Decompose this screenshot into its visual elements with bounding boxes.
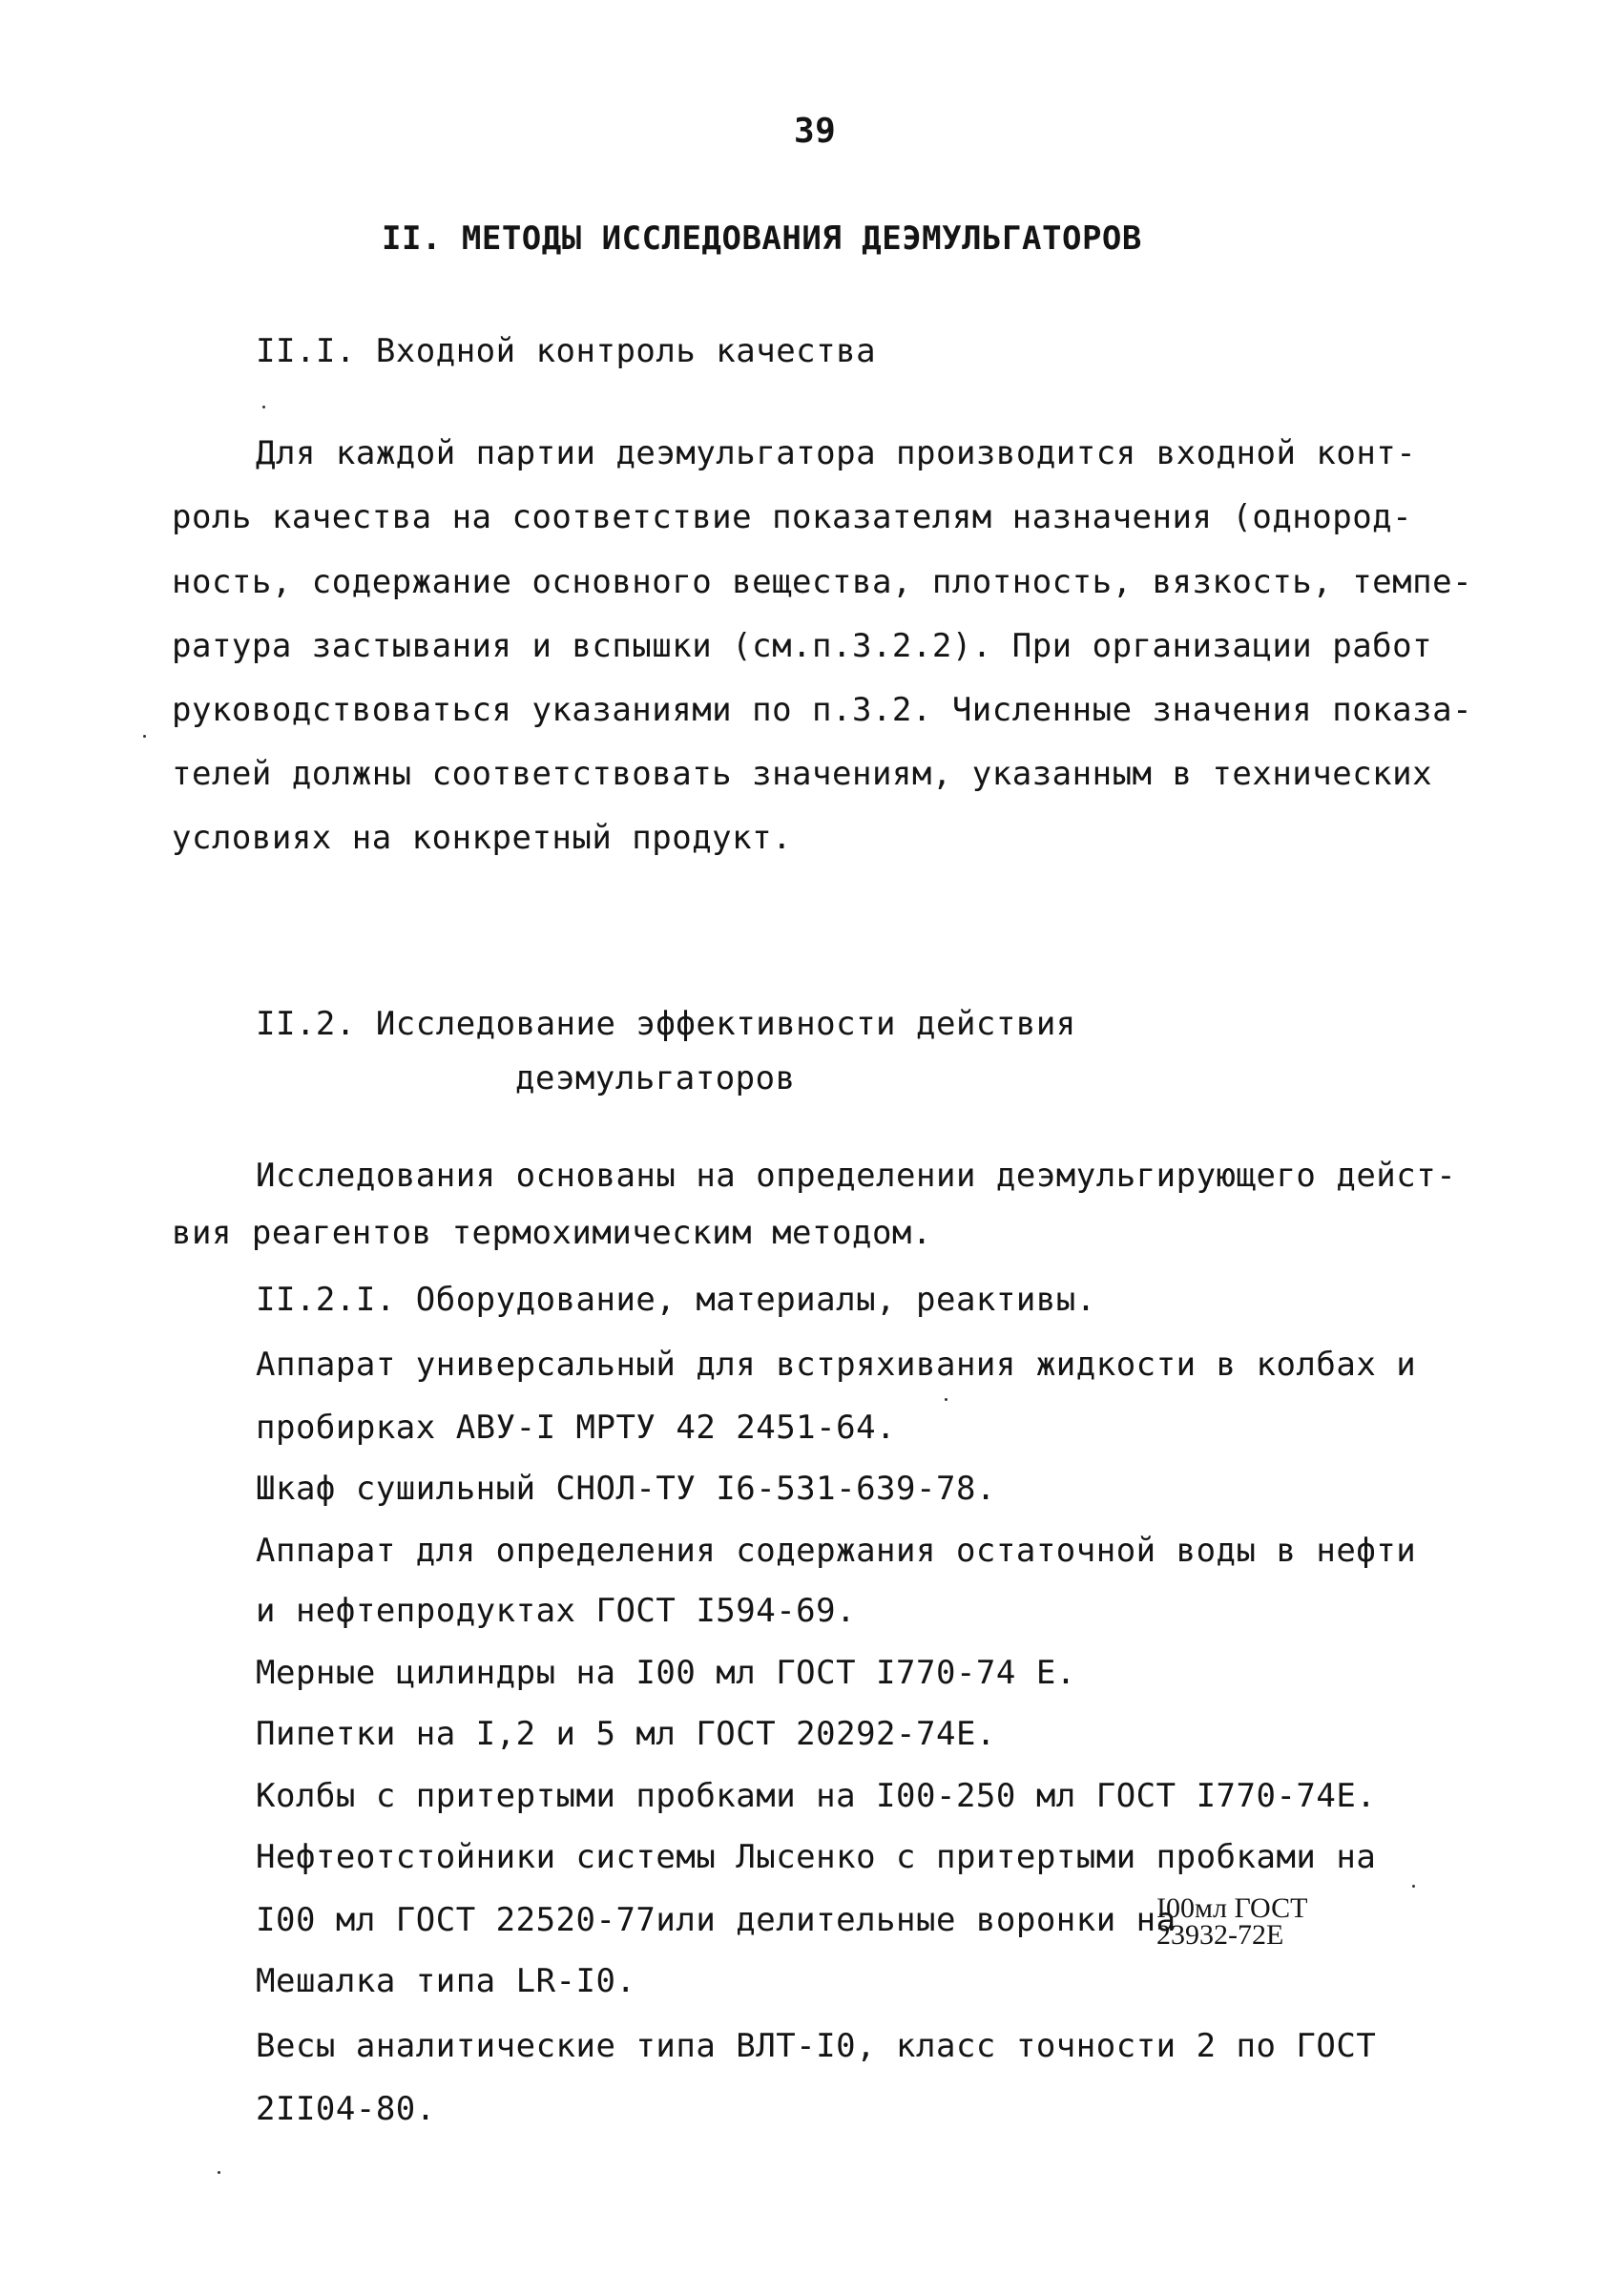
section-title: II. МЕТОДЫ ИССЛЕДОВАНИЯ ДЕЭМУЛЬГАТОРОВ	[382, 219, 1142, 258]
scan-speck	[262, 406, 265, 408]
equipment-line: Аппарат универсальный для встряхивания жидкости в колбах и	[256, 1346, 1417, 1384]
paragraph-line: вия реагентов термохимическим методом.	[172, 1214, 932, 1252]
equipment-line: Весы аналитические типа ВЛТ-I0, класс точности 2 по ГОСТ	[256, 2027, 1377, 2065]
scan-speck	[1412, 1885, 1415, 1888]
page-number: 39	[794, 112, 837, 151]
paragraph-line: ратура застывания и вспышки (см.п.3.2.2). При организации работ	[172, 627, 1433, 665]
paragraph-line: ность, содержание основного вещества, плотность, вязкость, темпе-	[172, 563, 1473, 601]
equipment-line: Мешалка типа LR-I0.	[256, 1962, 636, 2000]
equipment-line: I00 мл ГОСТ 22520-77или делительные воронки на	[256, 1901, 1176, 1939]
paragraph-line: Исследования основаны на определении деэмульгирующего дейст-	[256, 1157, 1457, 1195]
funnel-spec-lower: 23932-72Е	[1156, 1919, 1284, 1951]
scan-speck	[945, 1398, 947, 1401]
subsection-heading-12: II.2. Исследование эффективности действия	[256, 1005, 1076, 1043]
equipment-line: и нефтепродуктах ГОСТ I594-69.	[256, 1592, 857, 1630]
equipment-line: Шкаф сушильный СНОЛ-ТУ I6-531-639-78.	[256, 1470, 996, 1508]
scan-speck	[218, 2171, 220, 2174]
funnel-spec-upper: I00мл ГОСТ	[1156, 1892, 1308, 1924]
equipment-line: Мерные цилиндры на I00 мл ГОСТ I770-74 Е.	[256, 1654, 1076, 1692]
subsection-heading-121: II.2.I. Оборудование, материалы, реактивы.	[256, 1281, 1096, 1319]
equipment-line: Колбы с притертыми пробками на I00-250 мл ГОСТ I770-74Е.	[256, 1777, 1377, 1815]
scan-speck	[143, 735, 146, 738]
equipment-line: пробирках АВУ-I МРТУ 42 2451-64.	[256, 1409, 897, 1447]
paragraph-line: Для каждой партии деэмульгатора производится входной конт-	[256, 434, 1417, 472]
paragraph-line: условиях на конкретный продукт.	[172, 819, 793, 857]
equipment-line: Нефтеотстойники системы Лысенко с притертыми пробками на	[256, 1838, 1377, 1876]
subsection-heading-11: II.I. Входной контроль качества	[256, 332, 877, 370]
paragraph-line: роль качества на соответствие показателям назначения (однород-	[172, 498, 1413, 536]
equipment-line: Пипетки на I,2 и 5 мл ГОСТ 20292-74Е.	[256, 1715, 996, 1753]
subsection-heading-12-cont: деэмульгаторов	[515, 1059, 796, 1097]
equipment-line: 2II04-80.	[256, 2090, 436, 2128]
equipment-line: Аппарат для определения содержания остаточной воды в нефти	[256, 1532, 1417, 1570]
paragraph-line: руководствоваться указаниями по п.3.2. Численные значения показа-	[172, 691, 1473, 729]
paragraph-line: телей должны соответствовать значениям, указанным в технических	[172, 755, 1433, 793]
